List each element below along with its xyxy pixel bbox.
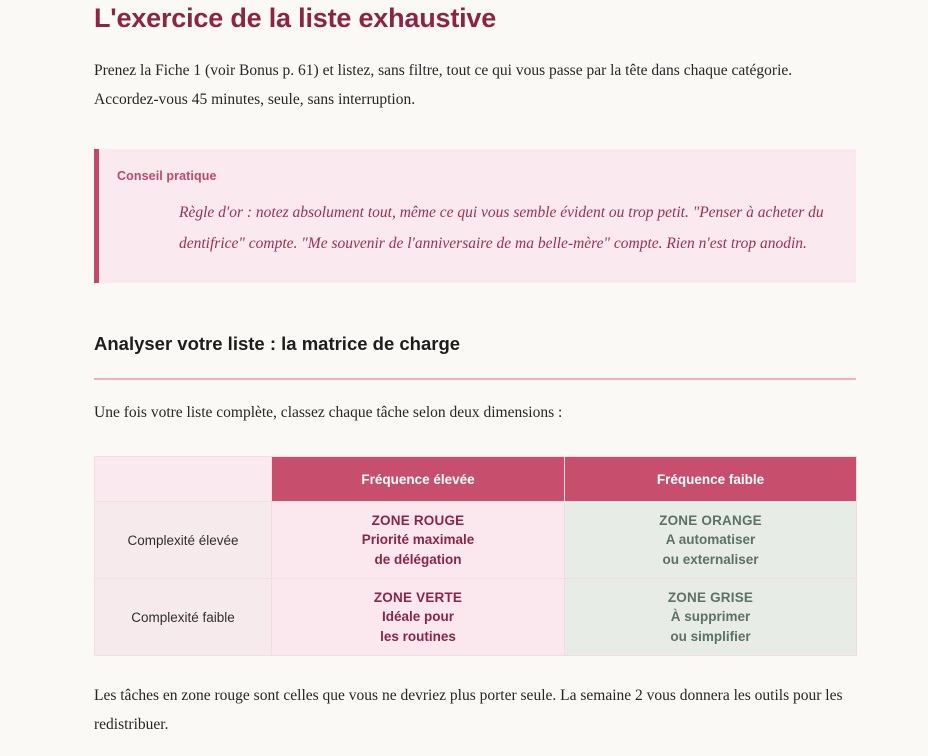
zone-detail-line-1: Priorité maximale	[361, 532, 475, 548]
intro-paragraph: Prenez la Fiche 1 (voir Bonus p. 61) et listez, sans filtre, tout ce qui vous passe par la tête dans chaque catégorie. Accordez-vous 45 minutes, seule, sans interruption.	[94, 62, 793, 108]
zone-detail-line-1: A automatiser	[665, 532, 756, 548]
row-header-line-1: Complexité	[127, 532, 195, 548]
zone-detail-line-2: ou externaliser	[662, 551, 759, 567]
closing-paragraph: Les tâches en zone rouge sont celles que vous ne devriez plus porter seule. La semaine 2 vous donnera les outils pour les redistribuer.	[94, 687, 843, 733]
column-header-high-frequency: Fréquence élevée	[272, 457, 565, 502]
charge-matrix-table	[94, 456, 857, 656]
heading-divider	[94, 378, 856, 380]
column-header-low-frequency: Fréquence faible	[565, 457, 857, 502]
zone-detail-line-2: les routines	[380, 628, 456, 644]
row-header-high-complexity	[95, 502, 272, 579]
page-title: L'exercice de la liste exhaustive	[94, 3, 497, 33]
table-row	[95, 502, 857, 579]
table-header-row	[95, 457, 857, 502]
zone-detail-line-2: de délégation	[374, 551, 462, 567]
row-header-line-2: élevée	[198, 532, 239, 548]
zone-detail-line-1: À supprimer	[670, 609, 751, 625]
section-lead-paragraph: Une fois votre liste complète, classez chaque tâche selon deux dimensions :	[94, 404, 563, 421]
matrix-cell-zone-grise	[565, 579, 857, 656]
matrix-cell-zone-verte	[272, 579, 565, 656]
table-row	[95, 579, 857, 656]
row-header-line-1: Complexité	[131, 609, 199, 625]
section-heading: Analyser votre liste : la matrice de charge	[94, 333, 461, 354]
matrix-cell-zone-rouge	[272, 502, 565, 579]
matrix-container	[94, 456, 856, 656]
callout-text: Règle d'or : notez absolument tout, même ce qui vous semble évident ou trop petit. "Penser à acheter du dentifrice" compte. "Me souvenir de l'anniversaire de ma belle-mère" compte. Rien n'est trop anodin.	[179, 204, 824, 252]
zone-name: ZONE ORANGE	[659, 512, 762, 528]
zone-detail-line-1: Idéale pour	[381, 609, 454, 625]
zone-detail-line-2: ou simplifier	[670, 628, 751, 644]
zone-name: ZONE ROUGE	[371, 512, 465, 528]
row-header-line-2: faible	[202, 609, 235, 625]
matrix-corner-cell	[95, 457, 272, 502]
tip-callout	[94, 149, 856, 283]
zone-name: ZONE GRISE	[667, 589, 754, 605]
row-header-low-complexity	[95, 579, 272, 656]
callout-label: Conseil pratique	[117, 169, 217, 183]
zone-name: ZONE VERTE	[373, 589, 463, 605]
matrix-cell-zone-orange	[565, 502, 857, 579]
